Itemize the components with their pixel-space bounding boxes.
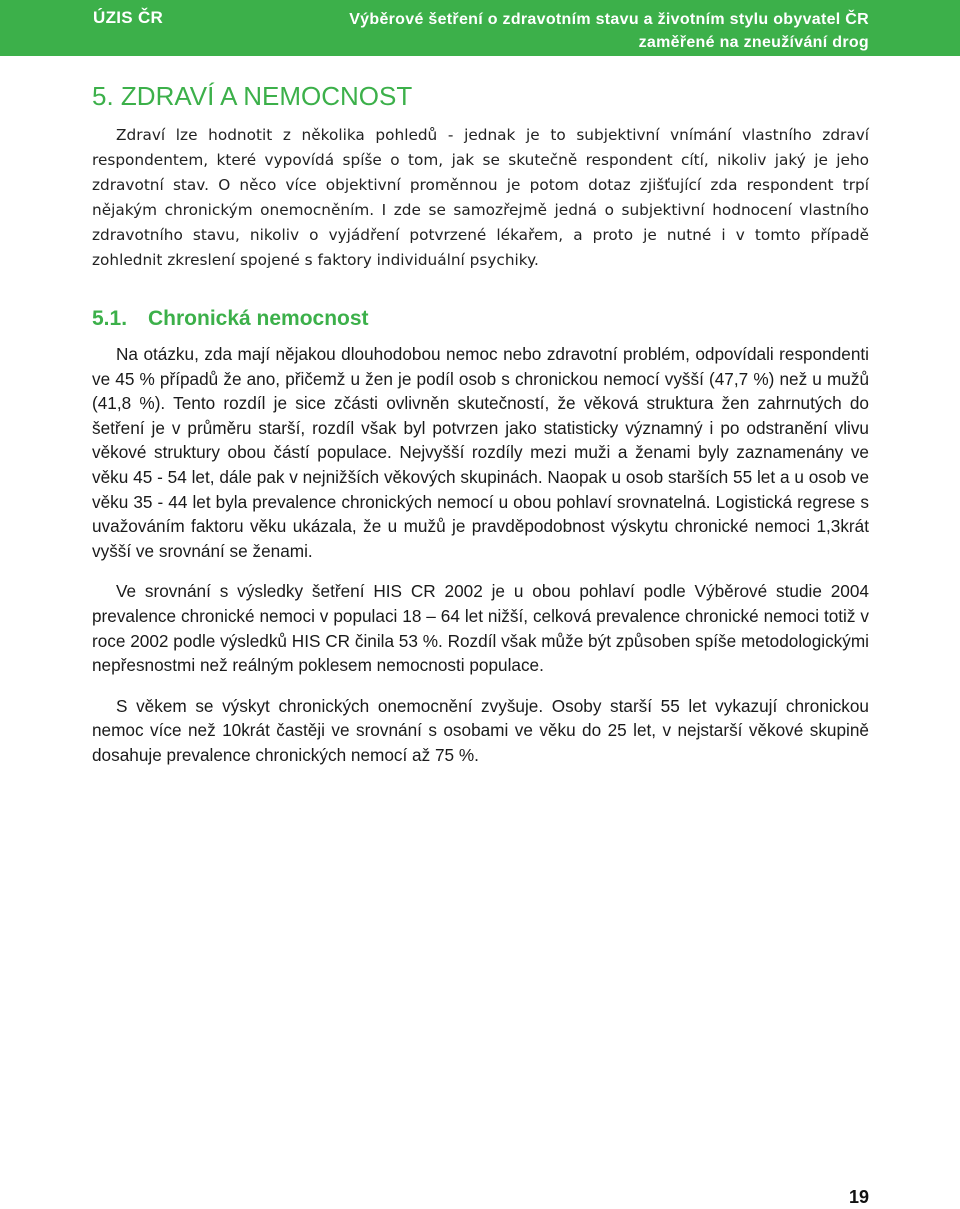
- header-title-line2: zaměřené na zneužívání drog: [638, 34, 869, 51]
- body-paragraph: Na otázku, zda mají nějakou dlouhodobou nemoc nebo zdravotní problém, odpovídali respondenti ve 45 % případů že ano, přičemž u žen je podíl osob s chronickou nemocí vyšší (47,7 %) než u mužů (41,8 %). Tento rozdíl je sice zčásti ovlivněn skutečností, že věková struktura žen zahrnutých do šetření je v průměru starší, rozdíl však byl potvrzen jako statisticky významný i po odstranění vlivu věkové struktury obou částí populace. Nejvyšší rozdíly mezi muži a ženami byly zaznamenány ve věku 45 - 54 let, dále pak v nejnižších věkových skupinách. Naopak u osob starších 55 let a u osob ve věku 35 - 44 let byla prevalence chronických nemocí u obou pohlaví srovnatelná. Logistická regrese s uvažováním faktoru věku ukázala, že u mužů je pravděpodobnost výskytu chronické nemoci 1,3krát vyšší ve srovnání se ženami.: [92, 344, 869, 561]
- header-title: [349, 8, 869, 54]
- page-number: 19: [848, 1187, 869, 1207]
- subsection-heading: [92, 304, 869, 334]
- section-title: 5. ZDRAVÍ A NEMOCNOST: [92, 81, 413, 111]
- intro-paragraph: Zdraví lze hodnotit z několika pohledů - jednak je to subjektivní vnímání vlastního zdraví respondentem, které vypovídá spíše o tom, jak se skutečně respondent cítí, nikoliv jaký je jeho zdravotní stav. O něco více objektivní proměnnou je potom dotaz zjišťující zda respondent trpí nějakým chronickým onemocněním. I zde se samozřejmě jedná o subjektivní hodnocení vlastního zdravotního stavu, nikoliv o vyjádření potvrzené lékařem, a proto je nutné i v tomto případě zohlednit zkreslení spojené s faktory individuální psychiky.: [92, 126, 869, 269]
- body-paragraph: Ve srovnání s výsledky šetření HIS CR 2002 je u obou pohlaví podle Výběrové studie 2004 prevalence chronické nemoci v populaci 18 – 64 let nižší, celková prevalence chronické nemoci totiž v roce 2002 podle výsledků HIS CR činila 53 %. Rozdíl však může být způsoben spíše metodologickými nepřesnostmi než reálným poklesem nemocnosti populace.: [92, 581, 869, 676]
- running-header: [0, 0, 960, 56]
- header-title-line1: Výběrové šetření o zdravotním stavu a životním stylu obyvatel ČR: [349, 11, 869, 28]
- subsection-title: Chronická nemocnost: [148, 307, 369, 330]
- page-content: [92, 78, 869, 768]
- body-paragraph: S věkem se výskyt chronických onemocnění zvyšuje. Osoby starší 55 let vykazují chronickou nemoc více než 10krát častěji ve srovnání s osobami ve věku do 25 let, v nejstarší věkové skupině dosahuje prevalence chronických nemocí až 75 %.: [92, 695, 869, 765]
- header-org: ÚZIS ČR: [93, 8, 164, 27]
- subsection-number: 5.1.: [92, 307, 128, 330]
